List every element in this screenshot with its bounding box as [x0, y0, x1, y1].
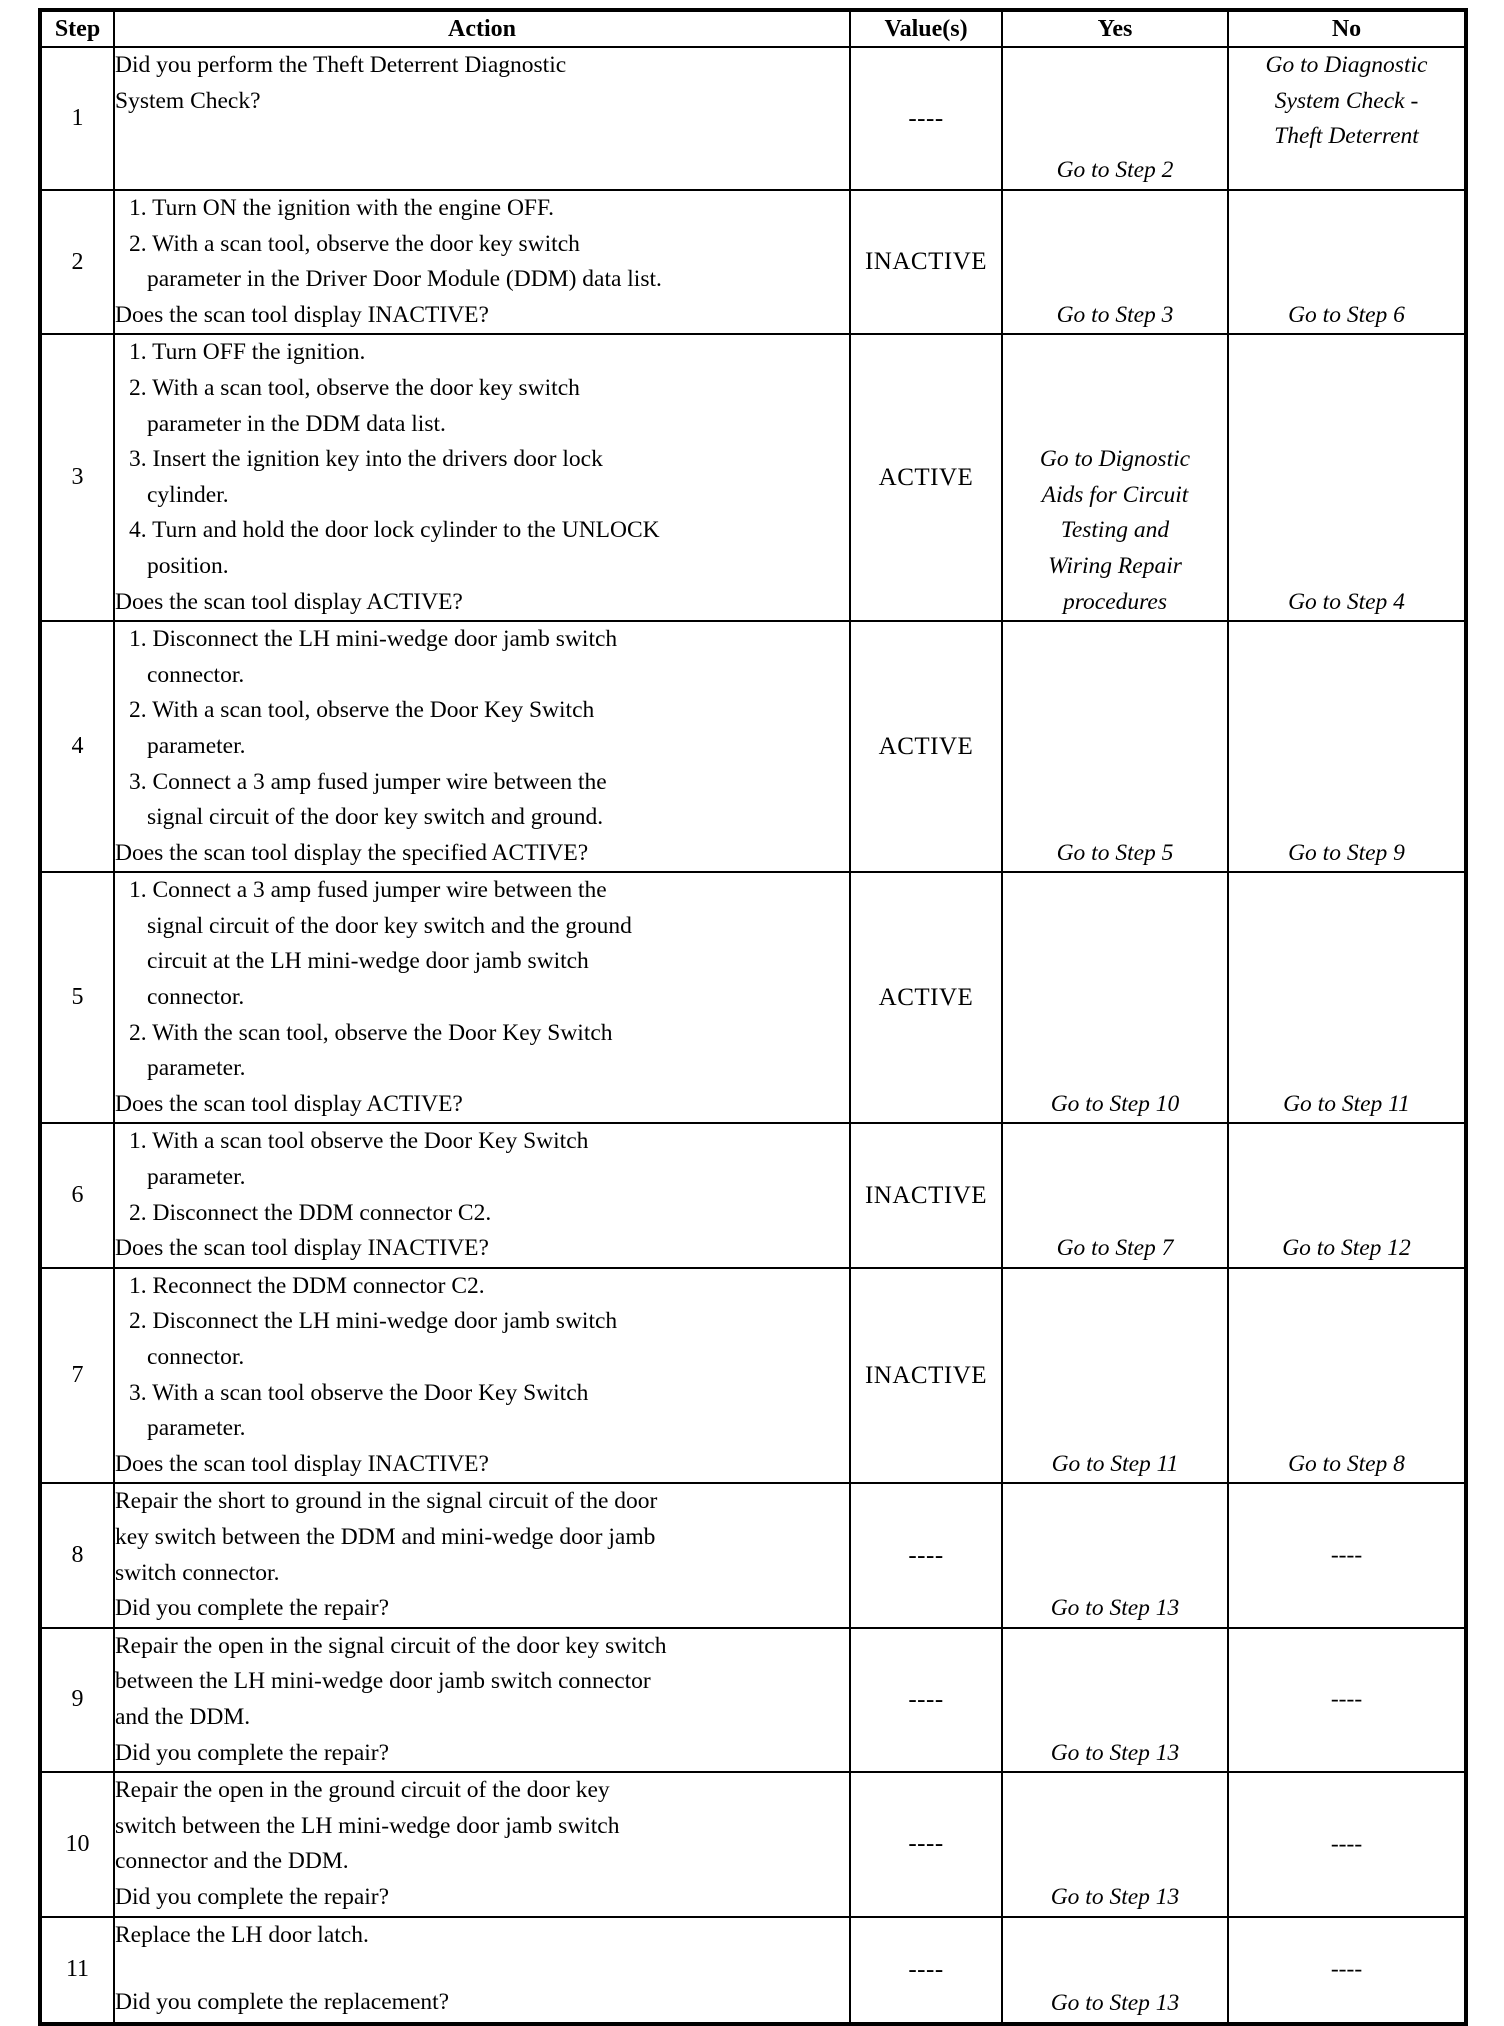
action-question: Did you complete the repair? — [115, 1595, 390, 1622]
yes-cell — [1002, 1917, 1228, 2024]
header-action: Action — [114, 10, 850, 47]
action-step-text: 1. Disconnect the LH mini-wedge door jamb switch — [129, 626, 618, 653]
action-step-text: 2. With a scan tool, observe the door key switch — [129, 230, 580, 257]
action-step-continuation: parameter in the Driver Door Module (DDM) data list. — [147, 266, 662, 293]
action-step — [115, 227, 849, 298]
action-step-continuation: parameter. — [147, 1164, 246, 1191]
action-step-continuation: circuit at the LH mini-wedge door jamb switch — [147, 948, 589, 975]
action-text-line: and the DDM. — [115, 1703, 251, 1730]
yes-cell — [1002, 47, 1228, 190]
value-cell: ACTIVE — [850, 334, 1002, 621]
action-steps — [115, 873, 849, 1087]
table-row — [40, 621, 1466, 872]
action-step — [115, 442, 849, 513]
no-cell — [1228, 872, 1466, 1123]
step-number: 10 — [40, 1772, 114, 1916]
action-step-text: 1. With a scan tool observe the Door Key Switch — [129, 1128, 589, 1155]
yes-cell — [1002, 872, 1228, 1123]
action-step-text: 4. Turn and hold the door lock cylinder to the UNLOCK — [129, 517, 660, 544]
no-text-line: Go to Step 6 — [1288, 301, 1405, 328]
action-step-text: 2. With a scan tool, observe the Door Key Switch — [129, 697, 595, 724]
no-cell — [1228, 190, 1466, 334]
no-cell: ---- — [1228, 1483, 1466, 1627]
action-step — [115, 1376, 849, 1447]
action-step-continuation: parameter. — [147, 1415, 246, 1442]
no-text-line: Go to Step 11 — [1283, 1090, 1410, 1117]
action-cell — [114, 872, 850, 1123]
action-text-line: Replace the LH door latch. — [115, 1921, 369, 1948]
action-step — [115, 1016, 849, 1087]
action-step — [115, 765, 849, 836]
yes-text-line: Go to Step 2 — [1056, 157, 1174, 184]
action-cell — [114, 334, 850, 621]
action-cell — [114, 1268, 850, 1484]
header-step: Step — [40, 10, 114, 47]
step-number: 11 — [40, 1917, 114, 2024]
value-cell: ---- — [850, 47, 1002, 190]
action-step-continuation: parameter in the DDM data list. — [147, 410, 446, 437]
action-steps — [115, 1124, 849, 1231]
action-question: Does the scan tool display INACTIVE? — [115, 1235, 489, 1262]
header-no: No — [1228, 10, 1466, 47]
table-row — [40, 334, 1466, 621]
action-text-line: between the LH mini-wedge door jamb switch connector — [115, 1668, 651, 1695]
step-number: 3 — [40, 334, 114, 621]
action-steps — [115, 1269, 849, 1447]
step-number: 5 — [40, 872, 114, 1123]
no-cell: ---- — [1228, 1917, 1466, 2024]
yes-cell — [1002, 1483, 1228, 1627]
action-text-line: Did you perform the Theft Deterrent Diagnostic — [115, 52, 567, 78]
yes-text-line: Wiring Repair — [1048, 552, 1182, 579]
action-step — [115, 1124, 849, 1195]
yes-text-line: Go to Step 13 — [1050, 1989, 1180, 2016]
action-text-line: key switch between the DDM and mini-wedge door jamb — [115, 1523, 656, 1550]
no-cell: ---- — [1228, 1772, 1466, 1916]
no-cell: ---- — [1228, 1628, 1466, 1772]
action-question: Does the scan tool display the specified ACTIVE? — [115, 839, 589, 866]
value-cell: INACTIVE — [850, 1123, 1002, 1267]
action-step — [115, 335, 849, 371]
table-row — [40, 47, 1466, 190]
no-text-line: Go to Step 12 — [1282, 1235, 1411, 1262]
header-values: Value(s) — [850, 10, 1002, 47]
action-step — [115, 622, 849, 693]
yes-text-line: Go to Step 13 — [1050, 1595, 1180, 1622]
action-step-text: 3. Insert the ignition key into the drivers door lock — [129, 446, 603, 473]
value-cell: INACTIVE — [850, 1268, 1002, 1484]
action-question: Did you complete the repair? — [115, 1883, 390, 1910]
table-body — [40, 47, 1466, 2024]
step-number: 4 — [40, 621, 114, 872]
action-cell — [114, 190, 850, 334]
action-text-line: connector and the DDM. — [115, 1848, 349, 1875]
action-step — [115, 371, 849, 442]
yes-cell — [1002, 1268, 1228, 1484]
yes-text-line: procedures — [1063, 588, 1167, 615]
action-step-text: 2. Disconnect the LH mini-wedge door jamb switch — [129, 1308, 618, 1335]
action-question: Did you complete the replacement? — [115, 1988, 450, 2015]
action-step-text: 1. Turn ON the ignition with the engine OFF. — [129, 195, 555, 221]
step-number: 8 — [40, 1483, 114, 1627]
action-question: Does the scan tool display ACTIVE? — [115, 1090, 463, 1117]
action-step-continuation: signal circuit of the door key switch and ground. — [147, 804, 604, 831]
action-cell — [114, 1123, 850, 1267]
action-step — [115, 1304, 849, 1375]
yes-text-line: Go to Step 3 — [1056, 301, 1174, 328]
diagnostic-table — [38, 8, 1468, 2026]
action-step-continuation: connector. — [147, 984, 245, 1011]
table-row — [40, 190, 1466, 334]
no-text-line: Go to Step 8 — [1288, 1450, 1405, 1477]
action-step-continuation: connector. — [147, 661, 245, 688]
action-steps — [115, 335, 849, 584]
yes-cell — [1002, 334, 1228, 621]
yes-text-line: Go to Step 13 — [1050, 1739, 1180, 1766]
action-step-continuation: parameter. — [147, 732, 246, 759]
action-question: Does the scan tool display ACTIVE? — [115, 588, 463, 615]
action-cell — [114, 1628, 850, 1772]
value-cell: INACTIVE — [850, 190, 1002, 334]
action-step-continuation: position. — [147, 552, 229, 579]
action-cell — [114, 621, 850, 872]
action-cell — [114, 1483, 850, 1627]
table-row — [40, 872, 1466, 1123]
no-cell — [1228, 1268, 1466, 1484]
action-step — [115, 191, 849, 227]
step-number: 9 — [40, 1628, 114, 1772]
action-text-line: System Check? — [115, 87, 261, 114]
action-step — [115, 1269, 849, 1305]
action-step-continuation: connector. — [147, 1344, 245, 1370]
action-step-text: 1. Reconnect the DDM connector C2. — [129, 1272, 485, 1299]
action-step-text: 2. With the scan tool, observe the Door Key Switch — [129, 1019, 613, 1046]
yes-cell — [1002, 1123, 1228, 1267]
action-step — [115, 693, 849, 764]
action-steps — [115, 622, 849, 836]
action-step-continuation: parameter. — [147, 1055, 246, 1082]
value-cell: ---- — [850, 1917, 1002, 2024]
value-cell: ---- — [850, 1628, 1002, 1772]
action-cell — [114, 1917, 850, 2024]
no-cell — [1228, 334, 1466, 621]
table-row — [40, 1772, 1466, 1916]
no-cell — [1228, 621, 1466, 872]
action-text-line: Repair the open in the ground circuit of the door key — [115, 1777, 610, 1804]
header-row — [40, 10, 1466, 47]
step-number: 2 — [40, 190, 114, 334]
action-step — [115, 1196, 849, 1232]
yes-text-line: Testing and — [1060, 517, 1170, 544]
action-text-line: switch between the LH mini-wedge door jamb switch — [115, 1812, 620, 1839]
yes-text-line: Go to Step 5 — [1056, 839, 1174, 866]
action-text-line: switch connector. — [115, 1559, 280, 1586]
action-step-text: 1. Connect a 3 amp fused jumper wire between the — [129, 877, 607, 904]
no-text-line: System Check - — [1274, 87, 1419, 114]
step-number: 1 — [40, 47, 114, 190]
yes-text-line: Go to Step 7 — [1056, 1235, 1174, 1262]
action-steps — [115, 191, 849, 298]
yes-text-line: Go to Step 10 — [1050, 1090, 1180, 1117]
table-row — [40, 1123, 1466, 1267]
action-step-continuation: signal circuit of the door key switch and the ground — [147, 912, 632, 939]
action-step-text: 2. Disconnect the DDM connector C2. — [129, 1199, 492, 1226]
no-text-line: Theft Deterrent — [1274, 123, 1419, 150]
no-text-line: Go to Step 4 — [1288, 588, 1405, 615]
no-cell — [1228, 1123, 1466, 1267]
no-text-line: Go to Step 9 — [1288, 839, 1405, 866]
table-row — [40, 1917, 1466, 2024]
action-step-text: 2. With a scan tool, observe the door key switch — [129, 374, 580, 401]
yes-cell — [1002, 1628, 1228, 1772]
action-cell — [114, 1772, 850, 1916]
table-row — [40, 1483, 1466, 1627]
action-question: Does the scan tool display INACTIVE? — [115, 1450, 489, 1477]
action-step — [115, 873, 849, 1015]
yes-text-line: Go to Dignostic — [1039, 446, 1191, 473]
value-cell: ACTIVE — [850, 872, 1002, 1123]
action-step-continuation: cylinder. — [147, 481, 229, 508]
yes-text-line: Go to Step 13 — [1050, 1883, 1180, 1910]
action-step-text: 3. With a scan tool observe the Door Key Switch — [129, 1379, 589, 1406]
yes-text-line: Aids for Circuit — [1041, 481, 1189, 508]
action-question: Did you complete the repair? — [115, 1739, 390, 1766]
header-yes: Yes — [1002, 10, 1228, 47]
value-cell: ACTIVE — [850, 621, 1002, 872]
action-text-line: Repair the short to ground in the signal circuit of the door — [115, 1488, 658, 1515]
table-row — [40, 1628, 1466, 1772]
action-step — [115, 513, 849, 584]
action-question: Does the scan tool display INACTIVE? — [115, 301, 489, 328]
table-row — [40, 1268, 1466, 1484]
action-step-text: 3. Connect a 3 amp fused jumper wire between the — [129, 768, 607, 795]
action-step-text: 1. Turn OFF the ignition. — [129, 339, 366, 366]
step-number: 6 — [40, 1123, 114, 1267]
action-text-line: Repair the open in the signal circuit of the door key switch — [115, 1632, 667, 1659]
value-cell: ---- — [850, 1772, 1002, 1916]
action-cell — [114, 47, 850, 190]
yes-text-line: Go to Step 11 — [1051, 1450, 1179, 1477]
yes-cell — [1002, 621, 1228, 872]
value-cell: ---- — [850, 1483, 1002, 1627]
no-text-line: Go to Diagnostic — [1265, 52, 1428, 78]
step-number: 7 — [40, 1268, 114, 1484]
yes-cell — [1002, 1772, 1228, 1916]
no-cell — [1228, 47, 1466, 190]
yes-cell — [1002, 190, 1228, 334]
